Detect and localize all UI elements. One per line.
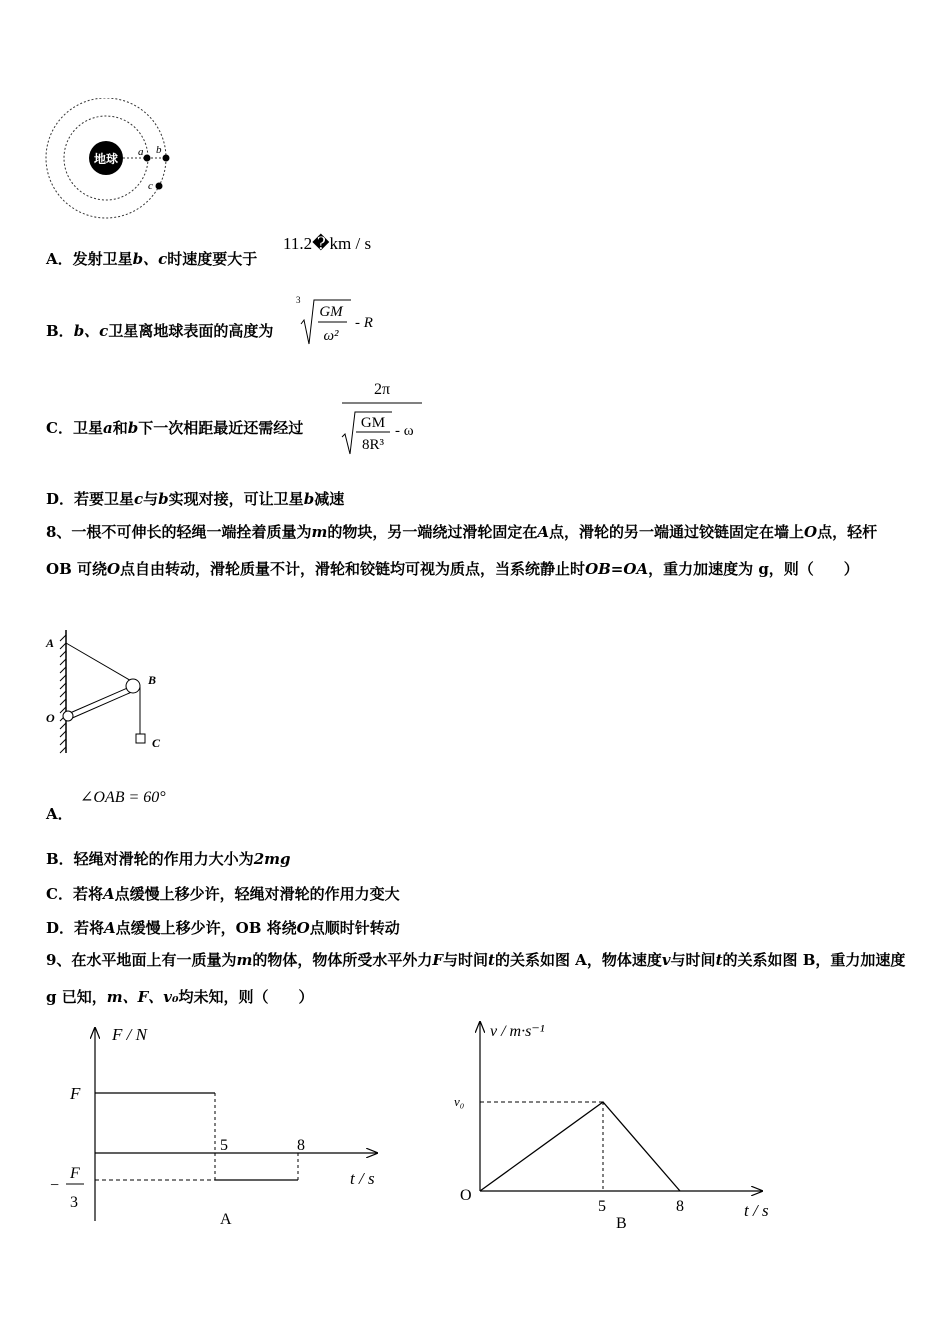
q8-O2: O [106,560,121,578]
q8-eq: OB=OA [585,560,649,578]
q7-c-prefix: C．卫星 [46,419,103,437]
graph-b-caption: B [616,1215,627,1232]
q7-d-mid1: 与 [143,490,159,508]
q7-option-d [46,488,344,509]
q7-option-a [46,248,257,269]
formula-suffix: - R [355,315,373,331]
q8-a-label: A． [46,805,73,823]
hinge-O [63,711,73,721]
root-numerator: GM [360,415,386,431]
q7-option-b [46,320,273,341]
q7-d-c: c [134,490,144,508]
q7-b-formula [293,292,393,350]
graph-b-velocity-time [440,1008,800,1233]
q9-t2: t [715,951,723,969]
q8-d-rest: 点顺时针转动 [309,919,400,937]
fraction-numerator: GM [319,304,343,320]
earth-label: 地球 [93,152,119,166]
q8-d-O: O [296,919,310,937]
q7-a-prefix: A．发射卫星 [46,250,133,268]
q7-c-b: b [127,419,139,437]
q7-c-formula [338,372,428,458]
q9-stem-2: 的物体，物体所受水平外力 [252,951,433,969]
velocity-line [480,1102,680,1191]
q8-stem-4: 点，轻杆 OB 可绕 [46,523,878,578]
label-c: c [148,180,153,192]
q9-stem-4: 的关系如图 A，物体速度 [494,951,662,969]
graph-a-caption: A [220,1211,232,1228]
q8-O: O [804,523,818,541]
q8-c-rest: 点缓慢上移少许，轻绳对滑轮的作用力变大 [114,885,400,903]
q9-stem-6: 的关系如图 B，重力加速度 g 已知， [46,951,906,1006]
q8-stem-5: 点自由转动，滑轮质量不计，滑轮和铰链均可视为质点，当系统静止时 [120,560,586,578]
q7-c-and: 和 [112,419,128,437]
q7-a-formula: 11.2�km / s [283,234,372,253]
label-O: O [46,711,55,725]
q8-stem-1: 8、一根不可伸长的轻绳一端拴着质量为 [46,523,312,541]
q7-d-b: b [158,490,169,508]
fraction-denominator: ω² [323,328,339,344]
x-axis-label: t / s [350,1169,375,1188]
y-axis-label: v / m·s⁻¹ [490,1023,545,1040]
q9-t: t [488,951,495,969]
y-axis-label: F / N [112,1025,147,1044]
q9-stem-3: 与时间 [443,951,489,969]
pulley-B [126,679,140,693]
satellite-c [156,183,163,190]
q9-F: F [432,951,443,969]
F-level-label: F [70,1084,81,1103]
tick-5: 5 [220,1137,228,1154]
formula-suffix: - ω [395,423,414,439]
q9-m: m [236,951,253,969]
q7-b-text: 卫星离地球表面的高度为 [108,322,274,340]
satellite-a [144,155,151,162]
q8-d-mid: 点缓慢上移少许，OB 将绕 [115,919,297,937]
q9-vars: m、F、v₀ [106,988,179,1006]
q9-stem-5: 与时间 [670,951,716,969]
q8-b-value: 2mg [253,850,291,868]
root-index: 3 [296,295,301,305]
label-B: B [148,673,157,687]
q8-c-prefix: C．若将 [46,885,103,903]
q7-option-c [46,417,303,438]
origin-label: O [460,1187,472,1204]
q8-a-formula: ∠OAB = 60° [80,789,166,806]
q8-b-text: B．轻绳对滑轮的作用力大小为 [46,850,254,868]
q8-stem [46,514,908,588]
root-denominator: 8R³ [361,437,385,453]
q7-c-text: 下一次相距最近还需经过 [138,419,304,437]
q8-stem-6: ，重力加速度为 g，则（ ） [648,560,859,578]
q7-d-mid2: 实现对接，可让卫星 [168,490,304,508]
x-axis-label: t / s [744,1201,769,1220]
q7-c-a: a [102,419,113,437]
tick-5: 5 [598,1198,606,1215]
q9-stem-7: 均未知，则（ ） [178,988,314,1006]
label-C: C [152,736,161,750]
q9-v: v [661,951,671,969]
neg-sign: − [50,1177,60,1194]
orbit-diagram [40,98,175,222]
q8-option-c [46,883,400,904]
q7-d-b2: b [303,490,315,508]
q9-stem-1: 9、在水平地面上有一质量为 [46,951,237,969]
graph-a-force-time [40,1018,400,1233]
q8-stem-2: 的物块，另一端绕过滑轮固定在 [327,523,538,541]
label-b: b [156,144,162,156]
block-C [136,734,145,743]
q9-stem [46,942,908,1016]
pulley-diagram [40,625,170,760]
rod-OB-1 [70,686,132,713]
label-a: a [138,146,144,158]
q7-d-prefix: D．若要卫星 [46,490,135,508]
q8-A: A [537,523,549,541]
q8-option-a [46,803,73,824]
q7-b-prefix: B． [46,322,74,340]
q8-m: m [311,523,328,541]
q7-a-text: 时速度要大于 [167,250,258,268]
q7-b-sats: b、c [73,322,109,340]
tick-8: 8 [297,1137,305,1154]
q8-d-prefix: D．若将 [46,919,105,937]
satellite-b [163,155,170,162]
q8-option-b [46,848,290,869]
q7-d-end: 减速 [314,490,345,508]
rope-AB [66,643,133,682]
fraction-numerator: 2π [373,381,391,398]
q8-stem-3: 点，滑轮的另一端通过铰链固定在墙上 [548,523,804,541]
frac-den: 3 [70,1194,78,1211]
tick-8: 8 [676,1198,684,1215]
label-A: A [46,636,55,650]
rod-OB-2 [70,691,134,719]
q8-option-d [46,917,400,938]
q8-d-A: A [104,919,116,937]
frac-num: F [70,1165,80,1182]
q8-c-A: A [102,885,115,903]
v0-label: v₀ [454,1094,465,1109]
q7-a-sats: b、c [132,250,168,268]
